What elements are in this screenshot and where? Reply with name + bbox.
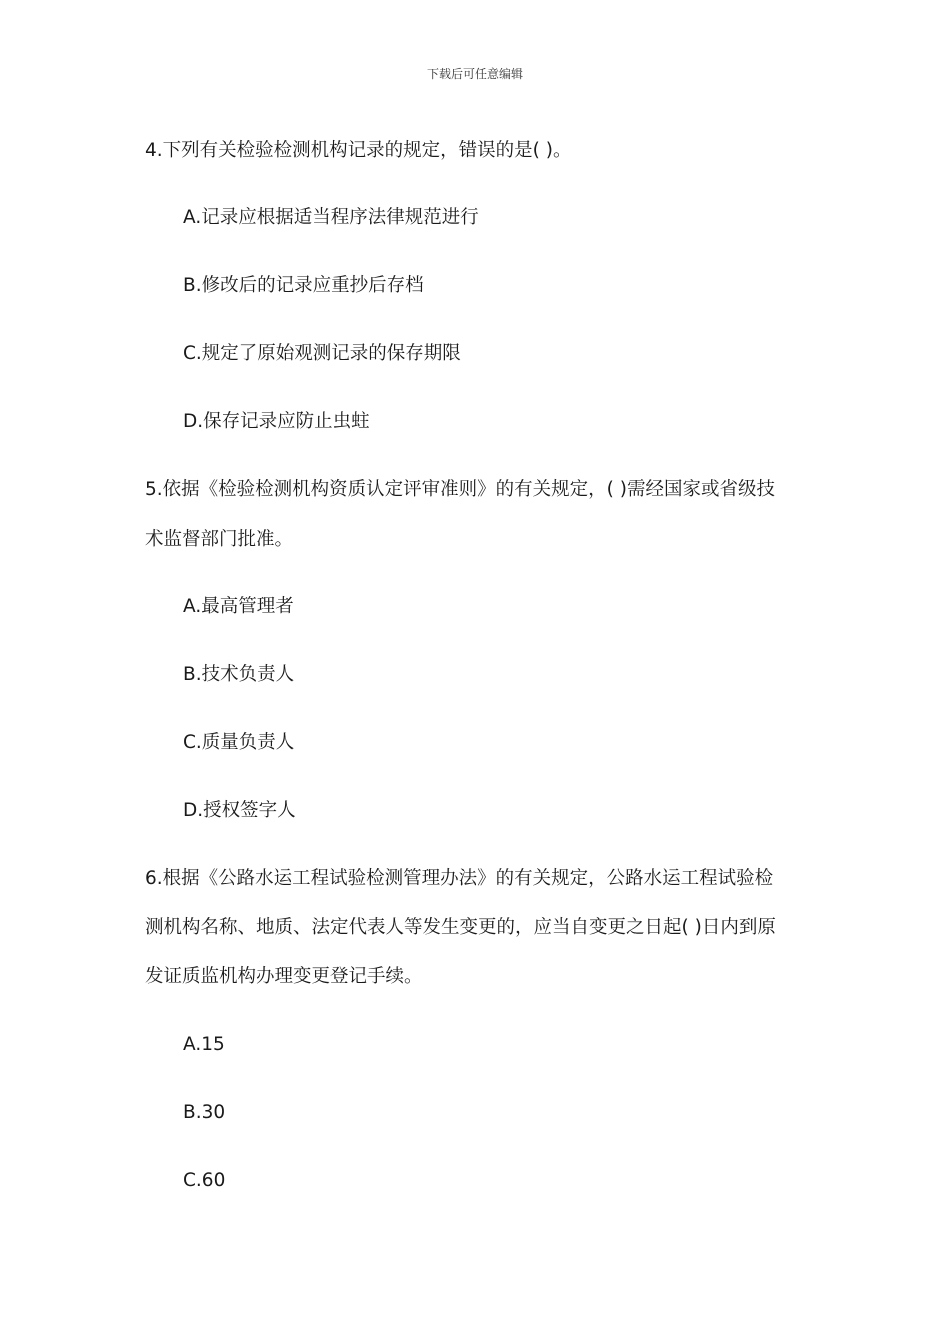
question-6-stem-line-1: 6.根据《公路水运工程试验检测管理办法》的有关规定，公路水运工程试验检 xyxy=(145,868,774,889)
question-4-option-b: B.修改后的记录应重抄后存档 xyxy=(183,275,424,296)
question-6-option-a: A.15 xyxy=(183,1034,225,1055)
question-5-option-c: C.质量负责人 xyxy=(183,732,295,753)
question-5-option-b: B.技术负责人 xyxy=(183,664,295,685)
page-header: 下载后可任意编辑 xyxy=(426,67,523,81)
question-4-stem: 4.下列有关检验检测机构记录的规定，错误的是( )。 xyxy=(145,140,572,161)
question-5-option-a: A.最高管理者 xyxy=(183,596,294,617)
question-6-option-c: C.60 xyxy=(183,1170,226,1191)
question-5-stem-line-1: 5.依据《检验检测机构资质认定评审准则》的有关规定，( )需经国家或省级技 xyxy=(145,479,775,500)
question-5-option-d: D.授权签字人 xyxy=(183,800,296,821)
question-6-stem-line-3: 发证质监机构办理变更登记手续。 xyxy=(145,966,423,987)
question-4-option-c: C.规定了原始观测记录的保存期限 xyxy=(183,343,461,364)
question-4-option-d: D.保存记录应防止虫蛀 xyxy=(183,411,370,432)
question-4-option-a: A.记录应根据适当程序法律规范进行 xyxy=(183,207,479,228)
question-6-stem-line-2: 测机构名称、地质、法定代表人等发生变更的，应当自变更之日起( )日内到原 xyxy=(145,917,776,938)
question-6-option-b: B.30 xyxy=(183,1102,226,1123)
question-5-stem-line-2: 术监督部门批准。 xyxy=(145,529,294,550)
